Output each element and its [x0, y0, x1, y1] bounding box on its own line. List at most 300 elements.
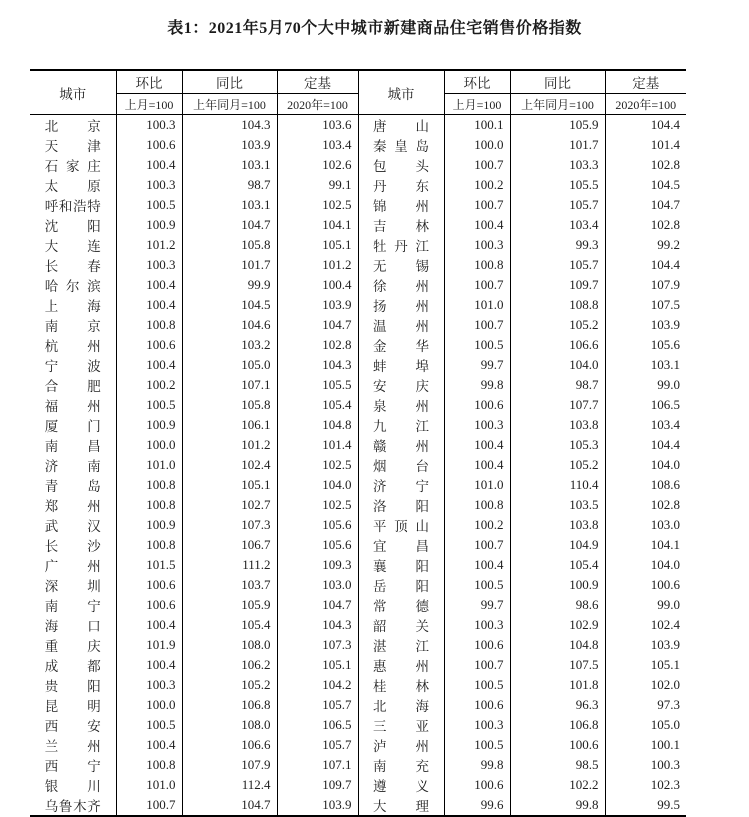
mom-value-cell: 100.0	[116, 435, 182, 455]
city-name: 锦州	[373, 199, 429, 214]
yoy-value-cell: 99.3	[510, 235, 605, 255]
yoy-value-cell: 105.9	[182, 595, 277, 615]
yoy-value-cell: 106.2	[182, 655, 277, 675]
mom-value-cell: 100.8	[116, 315, 182, 335]
yoy-value-cell: 102.4	[182, 455, 277, 475]
city-name: 济宁	[373, 479, 429, 494]
city-name: 南昌	[44, 439, 101, 454]
city-name: 杭州	[44, 339, 101, 354]
fixed-base-value-cell: 103.4	[650, 417, 680, 432]
yoy-value-cell: 102.2	[510, 775, 605, 795]
fixed-base-value-cell: 104.3	[277, 355, 358, 375]
city-cell	[30, 355, 116, 375]
fixed-base-value-cell: 101.2	[277, 255, 358, 275]
city-name: 岳阳	[373, 579, 429, 594]
city-name: 包头	[373, 159, 429, 174]
table-row	[30, 275, 686, 295]
city-name: 上海	[44, 299, 101, 314]
city-name: 西宁	[44, 759, 101, 774]
fixed-base-value-cell: 106.5	[650, 397, 680, 412]
table-row	[30, 795, 686, 816]
city-cell	[30, 595, 116, 615]
mom-value-cell: 100.9	[116, 215, 182, 235]
yoy-value-cell: 105.1	[182, 475, 277, 495]
table-row	[30, 695, 686, 715]
yoy-value-cell: 107.7	[510, 395, 605, 415]
city-name: 金华	[373, 339, 429, 354]
city-name: 贵阳	[44, 679, 101, 694]
city-cell	[358, 735, 444, 755]
city-name: 平顶山	[373, 519, 429, 534]
yoy-value-cell: 108.8	[510, 295, 605, 315]
city-name: 无锡	[373, 259, 429, 274]
city-name: 成都	[44, 659, 101, 674]
yoy-value-cell: 105.0	[182, 355, 277, 375]
mom-value-cell: 100.7	[116, 795, 182, 816]
fixed-base-value-cell: 102.3	[650, 777, 680, 792]
city-cell	[358, 595, 444, 615]
fixed-base-value-cell: 107.5	[650, 297, 680, 312]
city-name: 西安	[44, 719, 101, 734]
yoy-value-cell: 103.7	[182, 575, 277, 595]
city-name: 安庆	[373, 379, 429, 394]
city-cell	[358, 215, 444, 235]
fixed-base-value-cell: 107.3	[277, 635, 358, 655]
city-cell	[30, 515, 116, 535]
city-name: 宜昌	[373, 539, 429, 554]
city-cell	[358, 695, 444, 715]
table-row	[30, 155, 686, 175]
table-row	[30, 255, 686, 275]
city-name: 九江	[373, 419, 429, 434]
fixed-base-value-cell: 103.0	[277, 575, 358, 595]
city-cell	[358, 715, 444, 735]
city-name: 银川	[44, 779, 101, 794]
mom-value-cell: 100.5	[116, 715, 182, 735]
base-note-mom-right: 上月=100	[444, 94, 510, 115]
city-name: 南京	[44, 319, 101, 334]
mom-value-cell: 100.8	[116, 755, 182, 775]
column-header-mom-left: 环比	[116, 70, 182, 94]
city-cell	[30, 435, 116, 455]
yoy-value-cell: 103.2	[182, 335, 277, 355]
city-name: 长春	[44, 259, 101, 274]
mom-value-cell: 100.3	[116, 115, 182, 136]
city-cell	[358, 515, 444, 535]
city-name: 秦皇岛	[373, 139, 429, 154]
yoy-value-cell: 98.5	[510, 755, 605, 775]
table-row	[30, 355, 686, 375]
table-row	[30, 235, 686, 255]
city-cell	[30, 495, 116, 515]
table-body	[30, 115, 686, 817]
city-cell	[30, 535, 116, 555]
mom-value-cell: 100.3	[444, 415, 510, 435]
fixed-base-value-cell: 105.7	[277, 695, 358, 715]
city-name: 扬州	[373, 299, 429, 314]
mom-value-cell: 100.4	[116, 155, 182, 175]
table-row	[30, 175, 686, 195]
city-name: 丹东	[373, 179, 429, 194]
city-cell	[30, 175, 116, 195]
mom-value-cell: 100.6	[116, 335, 182, 355]
yoy-value-cell: 98.7	[182, 175, 277, 195]
fixed-base-value-cell: 102.5	[277, 195, 358, 215]
yoy-value-cell: 106.6	[510, 335, 605, 355]
yoy-value-cell: 104.0	[510, 355, 605, 375]
city-name: 广州	[44, 559, 101, 574]
city-cell	[30, 755, 116, 775]
fixed-base-value-cell: 105.0	[650, 717, 680, 732]
table-row	[30, 335, 686, 355]
price-index-table	[30, 69, 686, 817]
fixed-base-value-cell: 105.7	[277, 735, 358, 755]
mom-value-cell: 100.4	[444, 455, 510, 475]
mom-value-cell: 100.0	[116, 695, 182, 715]
mom-value-cell: 100.3	[444, 615, 510, 635]
city-cell	[358, 195, 444, 215]
mom-value-cell: 100.9	[116, 515, 182, 535]
yoy-value-cell: 104.7	[182, 795, 277, 816]
fixed-base-value-cell: 102.0	[650, 677, 680, 692]
yoy-value-cell: 104.6	[182, 315, 277, 335]
fixed-base-value-cell: 104.2	[277, 675, 358, 695]
yoy-value-cell: 103.9	[182, 135, 277, 155]
city-cell	[30, 455, 116, 475]
city-cell	[358, 775, 444, 795]
mom-value-cell: 100.4	[444, 435, 510, 455]
table-row	[30, 575, 686, 595]
mom-value-cell: 100.9	[116, 415, 182, 435]
fixed-base-value-cell: 102.8	[650, 157, 680, 172]
fixed-base-value-cell: 105.6	[650, 337, 680, 352]
mom-value-cell: 100.3	[116, 675, 182, 695]
mom-value-cell: 101.0	[116, 455, 182, 475]
fixed-base-value-cell: 109.3	[277, 555, 358, 575]
header-row-groups	[30, 70, 686, 94]
city-cell	[358, 295, 444, 315]
table-row	[30, 555, 686, 575]
yoy-value-cell: 105.8	[182, 235, 277, 255]
city-cell	[30, 115, 116, 136]
mom-value-cell: 100.7	[444, 655, 510, 675]
yoy-value-cell: 106.8	[510, 715, 605, 735]
mom-value-cell: 100.8	[116, 495, 182, 515]
mom-value-cell: 100.4	[444, 555, 510, 575]
city-cell	[30, 575, 116, 595]
fixed-base-value-cell: 101.4	[277, 435, 358, 455]
mom-value-cell: 100.1	[444, 115, 510, 136]
fixed-base-value-cell: 102.6	[277, 155, 358, 175]
fixed-base-value-cell: 103.9	[650, 317, 680, 332]
table-row	[30, 755, 686, 775]
mom-value-cell: 100.8	[116, 535, 182, 555]
yoy-value-cell: 105.9	[510, 115, 605, 136]
table-row	[30, 135, 686, 155]
fixed-base-value-cell: 102.5	[277, 495, 358, 515]
mom-value-cell: 100.4	[116, 735, 182, 755]
table-row	[30, 195, 686, 215]
column-header-city-left: 城市	[30, 70, 116, 115]
city-name: 赣州	[373, 439, 429, 454]
fixed-base-value-cell: 104.1	[277, 215, 358, 235]
column-header-yoy-right: 同比	[510, 70, 605, 94]
city-name: 唐山	[373, 119, 429, 134]
yoy-value-cell: 100.6	[510, 735, 605, 755]
mom-value-cell: 100.8	[116, 475, 182, 495]
yoy-value-cell: 109.7	[510, 275, 605, 295]
city-cell	[358, 315, 444, 335]
city-name: 北海	[373, 699, 429, 714]
city-cell	[30, 295, 116, 315]
city-cell	[358, 615, 444, 635]
fixed-base-value-cell: 99.2	[657, 237, 680, 252]
mom-value-cell: 100.5	[444, 335, 510, 355]
fixed-base-value-cell: 100.1	[650, 737, 680, 752]
city-name: 福州	[44, 399, 101, 414]
fixed-base-value-cell: 104.4	[650, 437, 680, 452]
fixed-base-value-cell: 103.6	[277, 115, 358, 136]
city-cell	[358, 115, 444, 136]
fixed-base-value-cell: 103.9	[650, 637, 680, 652]
fixed-base-value-cell: 107.9	[650, 277, 680, 292]
yoy-value-cell: 105.7	[510, 195, 605, 215]
yoy-value-cell: 103.8	[510, 515, 605, 535]
mom-value-cell: 99.8	[444, 375, 510, 395]
mom-value-cell: 100.3	[444, 715, 510, 735]
base-note-mom-left: 上月=100	[116, 94, 182, 115]
city-name: 宁波	[44, 359, 101, 374]
table-row	[30, 475, 686, 495]
yoy-value-cell: 104.7	[182, 215, 277, 235]
table-header	[30, 70, 686, 115]
column-header-yoy-left: 同比	[182, 70, 277, 94]
fixed-base-value-cell: 103.0	[650, 517, 680, 532]
fixed-base-value-cell: 100.3	[650, 757, 680, 772]
city-cell	[358, 475, 444, 495]
base-note-yoy-left: 上年同月=100	[182, 94, 277, 115]
mom-value-cell: 100.4	[116, 295, 182, 315]
city-name: 惠州	[373, 659, 429, 674]
table-row	[30, 735, 686, 755]
table-row	[30, 775, 686, 795]
mom-value-cell: 101.5	[116, 555, 182, 575]
yoy-value-cell: 106.1	[182, 415, 277, 435]
city-cell	[358, 235, 444, 255]
yoy-value-cell: 107.3	[182, 515, 277, 535]
mom-value-cell: 100.6	[116, 135, 182, 155]
yoy-value-cell: 99.8	[510, 795, 605, 816]
fixed-base-value-cell: 102.8	[650, 217, 680, 232]
city-cell	[30, 615, 116, 635]
city-name: 湛江	[373, 639, 429, 654]
city-cell	[30, 655, 116, 675]
city-cell	[30, 235, 116, 255]
city-cell	[358, 575, 444, 595]
table-row	[30, 535, 686, 555]
yoy-value-cell: 105.7	[510, 255, 605, 275]
mom-value-cell: 99.7	[444, 595, 510, 615]
yoy-value-cell: 101.2	[182, 435, 277, 455]
table-row	[30, 115, 686, 136]
mom-value-cell: 100.7	[444, 275, 510, 295]
city-name: 乌鲁木齐	[44, 799, 101, 814]
yoy-value-cell: 103.1	[182, 195, 277, 215]
city-name: 厦门	[44, 419, 101, 434]
mom-value-cell: 101.0	[444, 475, 510, 495]
mom-value-cell: 100.6	[444, 635, 510, 655]
yoy-value-cell: 106.7	[182, 535, 277, 555]
city-cell	[30, 135, 116, 155]
fixed-base-value-cell: 104.4	[650, 117, 680, 132]
city-name: 襄阳	[373, 559, 429, 574]
city-name: 沈阳	[44, 219, 101, 234]
fixed-base-value-cell: 109.7	[277, 775, 358, 795]
column-header-mom-right: 环比	[444, 70, 510, 94]
yoy-value-cell: 105.2	[182, 675, 277, 695]
city-name: 天津	[44, 139, 101, 154]
mom-value-cell: 101.0	[116, 775, 182, 795]
table-row	[30, 595, 686, 615]
city-name: 南充	[373, 759, 429, 774]
city-cell	[30, 715, 116, 735]
city-name: 哈尔滨	[44, 279, 101, 294]
mom-value-cell: 100.2	[116, 375, 182, 395]
table-row	[30, 655, 686, 675]
mom-value-cell: 100.3	[116, 175, 182, 195]
mom-value-cell: 100.4	[116, 355, 182, 375]
table-row	[30, 675, 686, 695]
fixed-base-value-cell: 104.1	[650, 537, 680, 552]
city-cell	[358, 635, 444, 655]
city-name: 牡丹江	[373, 239, 429, 254]
city-cell	[30, 395, 116, 415]
table-row	[30, 495, 686, 515]
mom-value-cell: 100.6	[444, 695, 510, 715]
mom-value-cell: 100.3	[116, 255, 182, 275]
yoy-value-cell: 106.8	[182, 695, 277, 715]
fixed-base-value-cell: 104.7	[277, 315, 358, 335]
yoy-value-cell: 107.1	[182, 375, 277, 395]
yoy-value-cell: 96.3	[510, 695, 605, 715]
column-header-fixedbase-right: 定基	[605, 70, 686, 94]
fixed-base-value-cell: 105.5	[277, 375, 358, 395]
mom-value-cell: 100.6	[116, 575, 182, 595]
city-name: 遵义	[373, 779, 429, 794]
city-name: 温州	[373, 319, 429, 334]
city-name: 郑州	[44, 499, 101, 514]
city-name: 武汉	[44, 519, 101, 534]
city-cell	[358, 655, 444, 675]
city-cell	[30, 475, 116, 495]
mom-value-cell: 100.7	[444, 535, 510, 555]
yoy-value-cell: 101.7	[510, 135, 605, 155]
mom-value-cell: 100.3	[444, 235, 510, 255]
yoy-value-cell: 104.9	[510, 535, 605, 555]
yoy-value-cell: 105.4	[510, 555, 605, 575]
fixed-base-value-cell: 104.4	[650, 257, 680, 272]
yoy-value-cell: 107.5	[510, 655, 605, 675]
fixed-base-value-cell: 105.6	[277, 515, 358, 535]
table-row	[30, 455, 686, 475]
city-cell	[30, 735, 116, 755]
yoy-value-cell: 101.7	[182, 255, 277, 275]
fixed-base-value-cell: 99.0	[657, 597, 680, 612]
fixed-base-value-cell: 105.4	[277, 395, 358, 415]
mom-value-cell: 100.5	[444, 675, 510, 695]
city-cell	[30, 255, 116, 275]
mom-value-cell: 101.0	[444, 295, 510, 315]
mom-value-cell: 100.4	[116, 655, 182, 675]
city-cell	[30, 215, 116, 235]
yoy-value-cell: 111.2	[182, 555, 277, 575]
mom-value-cell: 100.4	[116, 275, 182, 295]
mom-value-cell: 100.8	[444, 495, 510, 515]
city-cell	[30, 415, 116, 435]
yoy-value-cell: 99.9	[182, 275, 277, 295]
yoy-value-cell: 104.5	[182, 295, 277, 315]
fixed-base-value-cell: 104.8	[277, 415, 358, 435]
fixed-base-value-cell: 104.5	[650, 177, 680, 192]
city-cell	[30, 195, 116, 215]
yoy-value-cell: 108.0	[182, 715, 277, 735]
city-cell	[358, 275, 444, 295]
mom-value-cell: 99.7	[444, 355, 510, 375]
fixed-base-value-cell: 104.0	[277, 475, 358, 495]
city-name: 泸州	[373, 739, 429, 754]
mom-value-cell: 100.0	[444, 135, 510, 155]
fixed-base-value-cell: 100.4	[277, 275, 358, 295]
column-header-fixedbase-left: 定基	[277, 70, 358, 94]
yoy-value-cell: 102.7	[182, 495, 277, 515]
fixed-base-value-cell: 103.1	[650, 357, 680, 372]
yoy-value-cell: 102.9	[510, 615, 605, 635]
mom-value-cell: 100.4	[116, 615, 182, 635]
city-cell	[358, 255, 444, 275]
yoy-value-cell: 106.6	[182, 735, 277, 755]
mom-value-cell: 100.5	[444, 735, 510, 755]
fixed-base-value-cell: 99.1	[277, 175, 358, 195]
city-cell	[358, 755, 444, 775]
mom-value-cell: 100.5	[116, 195, 182, 215]
yoy-value-cell: 98.7	[510, 375, 605, 395]
city-name: 泉州	[373, 399, 429, 414]
city-cell	[30, 555, 116, 575]
fixed-base-value-cell: 97.3	[657, 697, 680, 712]
fixed-base-value-cell: 104.0	[650, 557, 680, 572]
city-cell	[358, 675, 444, 695]
yoy-value-cell: 103.5	[510, 495, 605, 515]
city-name: 洛阳	[373, 499, 429, 514]
city-cell	[358, 555, 444, 575]
city-name: 青岛	[44, 479, 101, 494]
fixed-base-value-cell: 104.7	[650, 197, 680, 212]
column-header-city-right: 城市	[358, 70, 444, 115]
city-name: 常德	[373, 599, 429, 614]
table-row	[30, 615, 686, 635]
mom-value-cell: 100.8	[444, 255, 510, 275]
fixed-base-value-cell: 105.1	[277, 235, 358, 255]
city-cell	[358, 455, 444, 475]
city-cell	[30, 275, 116, 295]
yoy-value-cell: 101.8	[510, 675, 605, 695]
city-name: 重庆	[44, 639, 101, 654]
mom-value-cell: 100.2	[444, 515, 510, 535]
city-cell	[358, 375, 444, 395]
city-name: 烟台	[373, 459, 429, 474]
yoy-value-cell: 105.5	[510, 175, 605, 195]
city-name: 北京	[44, 119, 101, 134]
